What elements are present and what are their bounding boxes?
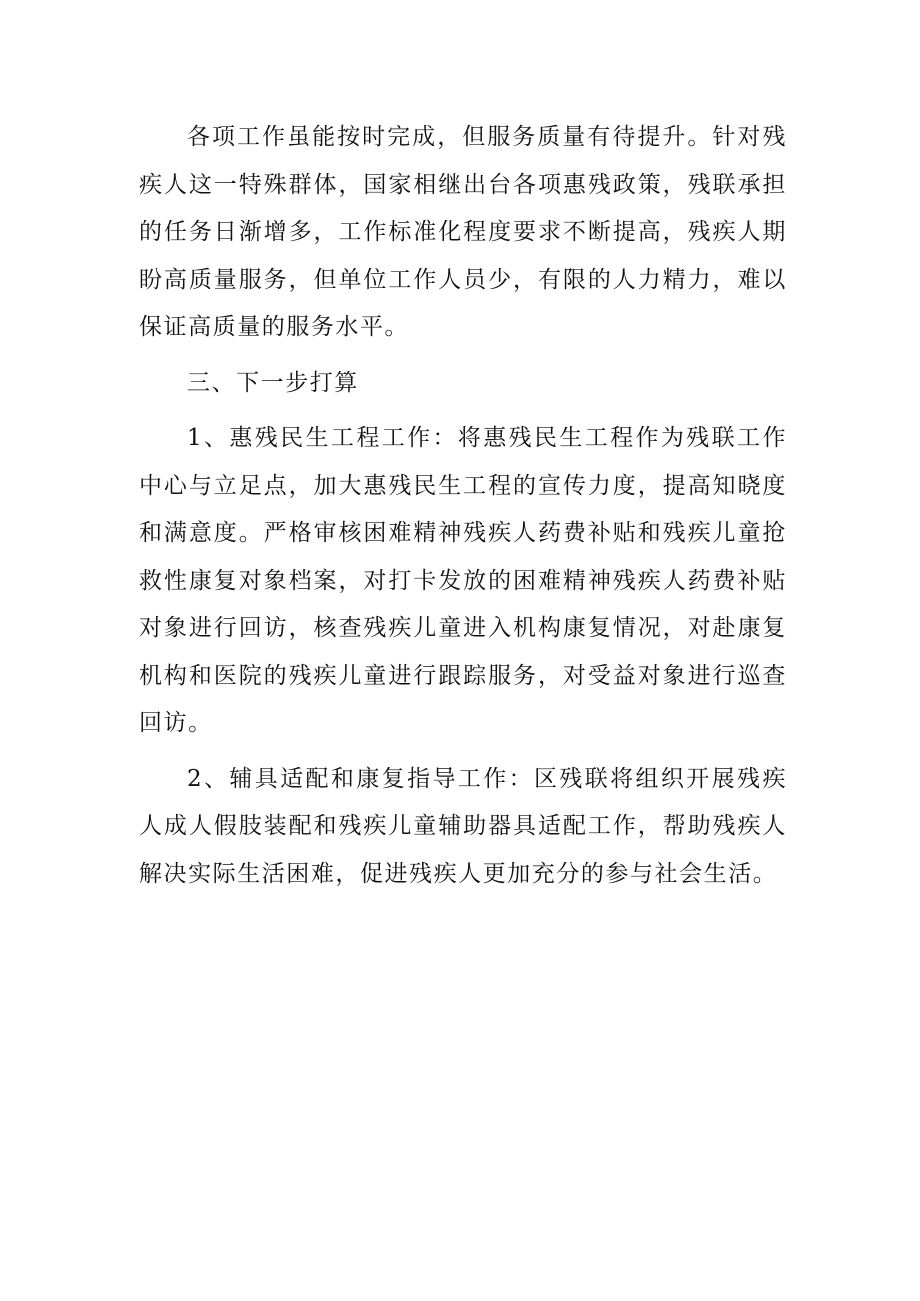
- paragraph-spacer: [139, 407, 787, 415]
- paragraph-livelihood-project: 1、惠残民生工程工作：将惠残民生工程作为残联工作中心与立足点，加大惠残民生工程的宣传力度，提高知晓度和满意度。严格审核困难精神残疾人药费补贴和残疾儿童抢救性康复对象档案，对打卡发放的困难精神残疾人药费补贴对象进行回访，核查残疾儿童进入机构康复情况，对赴康复机构和医院的残疾儿童进行跟踪服务，对受益对象进行巡查回访。: [139, 425, 787, 736]
- section-heading-next-steps: 三、下一步打算: [187, 369, 359, 396]
- paragraph-assistive-devices: 2、辅具适配和康复指导工作：区残联将组织开展残疾人成人假肢装配和残疾儿童辅助器具适配工作，帮助残疾人解决实际生活困难，促进残疾人更加充分的参与社会生活。: [139, 765, 787, 887]
- paragraph-spacer: [139, 352, 787, 360]
- paragraph-service-quality: 各项工作虽能按时完成，但服务质量有待提升。针对残疾人这一特殊群体，国家相继出台各项惠残政策，残联承担的任务日渐增多，工作标准化程度要求不断提高，残疾人期盼高质量服务，但单位工作人员少，有限的人力精力，难以保证高质量的服务水平。: [139, 124, 787, 340]
- document-body: [139, 114, 787, 898]
- paragraph-spacer: [139, 748, 787, 756]
